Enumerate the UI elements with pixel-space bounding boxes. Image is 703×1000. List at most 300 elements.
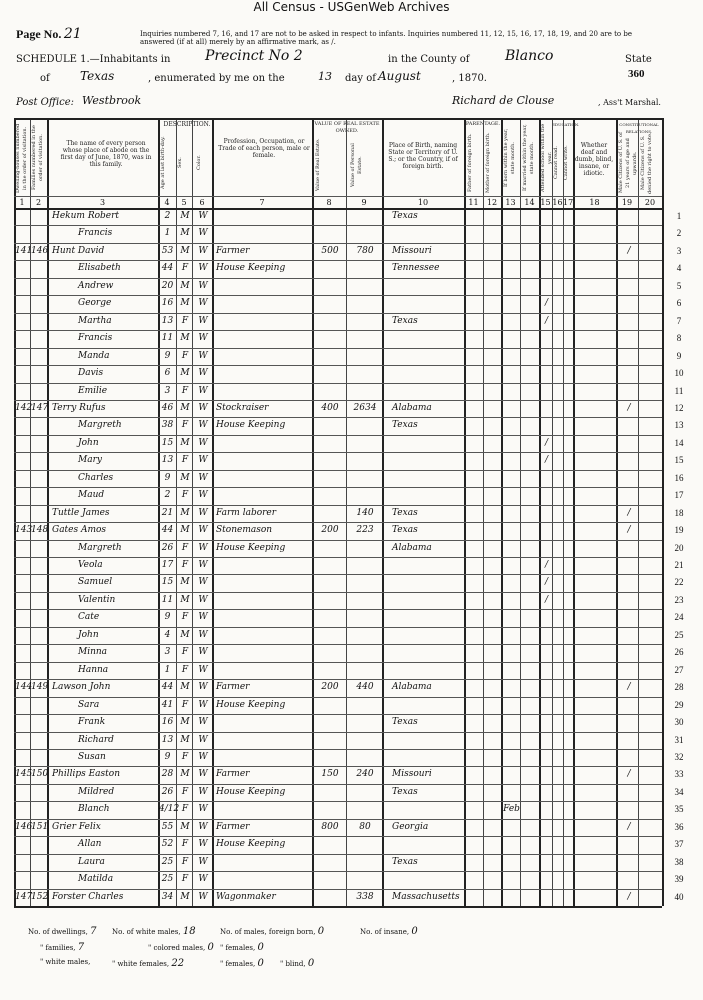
sex: M [180,507,190,518]
county-label: in the County of [388,54,470,65]
footer-foreign-males: No. of males, foreign born, 0 [220,926,325,937]
constitutional-header: CONSTITUTIONAL RELATIONS. [619,122,659,134]
person-name: Davis [78,368,104,379]
age: 13 [161,455,174,466]
color: W [198,542,208,553]
inquiry-note: Inquiries numbered 7, 16, and 17 are not to be asked in respect to infants. Inquiries numbered 11, 12, 15, 16, 17, 18, 19, and 20 are to be answered (if at all) merely by an affirmative mark, as /. [140,30,632,46]
age: 4/12 [159,804,180,815]
birthplace: Alabama [392,682,432,693]
line-number: 18 [674,507,684,518]
column-number: 4 [164,198,170,207]
line-number: 29 [674,699,684,710]
male-citizen: / [627,507,631,518]
person-name: Francis [78,333,113,344]
footer-blind: " blind, 0 [280,958,315,969]
column-number: 5 [181,198,187,207]
column-rule [212,118,214,906]
person-name: Frank [78,717,106,728]
col-header-17: Cannot write. [563,145,569,181]
person-name: Elisabeth [78,263,121,274]
line-number: 23 [674,594,684,605]
column-number: 19 [621,198,633,207]
person-name: Minna [78,647,108,658]
color: W [198,717,208,728]
sex: F [181,420,189,431]
sex: M [180,629,190,640]
age: 44 [161,263,174,274]
age: 34 [161,891,174,902]
row-rule [14,313,662,314]
col-header-13: If born within the year, state month. [503,128,516,188]
occupation: Stockraiser [216,402,269,413]
sex: F [181,263,189,274]
line-number: 38 [674,856,684,867]
line-number: 7 [676,315,682,326]
color: W [198,385,208,396]
enumerated-label: , enumerated by me on the [148,73,285,84]
column-rule [539,118,541,906]
color: W [198,629,208,640]
sex: M [180,228,190,239]
real-estate-value: 200 [321,525,339,536]
line-number: 19 [674,525,684,536]
row-rule [14,644,662,645]
row-rule [14,697,662,698]
column-rule [638,118,639,906]
col-header-7: Profession, Occupation, or Trade of each person, male or female. [218,138,310,159]
attended-school: / [544,315,549,326]
color: W [198,577,208,588]
year: , 1870. [452,73,487,84]
sex: M [180,437,190,448]
color: W [198,263,208,274]
color: W [198,280,208,291]
sex: F [181,385,189,396]
color: W [198,525,208,536]
col-header-16: Cannot read. [553,146,559,180]
row-rule [14,609,662,610]
birthplace: Alabama [392,542,432,553]
attended-school: / [544,455,549,466]
col-header-3: The name of every person whose place of abode on the first day of June, 1870, was in this family. [60,140,152,168]
occupation: Wagonmaker [216,891,276,902]
row-rule [14,627,662,628]
dwelling-number: 142 [15,402,33,413]
line-number: 40 [674,891,684,902]
person-name: Francis [78,228,113,239]
color: W [198,891,208,902]
birthplace: Texas [392,211,418,221]
color: W [198,472,208,483]
row-rule [14,540,662,541]
dwelling-number: 147 [15,891,33,902]
row-rule [14,871,662,872]
occupation: House Keeping [216,839,286,850]
row-rule [14,766,662,767]
column-number: 8 [326,198,332,207]
state-label: State [625,54,652,65]
col-header-14: If married within the year, state month. [522,124,535,192]
line-number: 2 [676,228,682,239]
age: 2 [164,211,171,221]
row-rule [14,732,662,733]
line-number: 6 [676,298,682,309]
occupation: Farmer [216,682,250,693]
line-number: 17 [674,490,684,501]
column-number: 3 [99,198,106,207]
column-number: 18 [589,198,600,207]
family-number: 148 [31,525,49,536]
age: 41 [161,699,174,710]
age: 53 [161,245,174,256]
row-rule [14,662,662,663]
column-number: 7 [259,198,265,207]
column-number-rule [14,196,662,197]
row-rule [14,819,662,820]
line-number: 15 [674,455,684,466]
precinct: Precinct No 2 [205,48,303,64]
column-number: 6 [199,198,205,207]
sex: M [180,821,190,832]
real-estate-value: 800 [321,821,339,832]
person-name: Matilda [78,874,114,885]
color: W [198,769,208,780]
day-of-label: day of [345,73,376,84]
male-citizen: / [627,891,631,902]
col-header-4: Age at last birth-day. [160,136,166,190]
occupation: Farmer [216,769,250,780]
family-number: 147 [31,402,49,413]
marshal-label: , Ass't Marshal. [598,98,661,107]
color: W [198,507,208,518]
sex: F [181,542,189,553]
color: W [198,402,208,413]
age: 16 [161,717,174,728]
male-citizen: / [627,402,631,413]
age: 25 [161,874,174,885]
col-header-1: Dwelling-houses numbered in the order of visitation. [15,123,28,193]
occupation: House Keeping [216,542,286,553]
age: 38 [161,420,174,431]
color: W [198,228,208,239]
color: W [198,455,208,466]
row-rule [14,208,662,210]
person-name: Mary [78,455,102,466]
person-name: Phillips Easton [52,769,120,780]
sex: M [180,525,190,536]
line-number: 25 [674,629,684,640]
age: 6 [164,368,171,379]
line-number: 5 [676,280,682,291]
color: W [198,734,208,745]
sex: M [180,717,190,728]
color: W [198,751,208,762]
color: W [198,699,208,710]
person-name: Sara [78,699,100,710]
column-rule [483,118,484,906]
line-number: 30 [674,717,684,728]
family-number: 149 [31,682,49,693]
person-name: Valentin [78,594,116,605]
age: 3 [164,385,171,396]
sex: M [180,402,190,413]
row-rule [14,522,662,523]
age: 13 [161,315,174,326]
real-estate-value: 150 [321,769,339,780]
color: W [198,647,208,658]
male-citizen: / [627,821,631,832]
color: W [198,437,208,448]
column-rule [573,118,575,906]
row-rule [14,714,662,715]
column-number: 9 [361,198,367,207]
column-rule [346,118,347,906]
sex: F [181,647,189,658]
personal-estate-value: 338 [356,891,374,902]
color: W [198,839,208,850]
state: Texas [80,69,115,83]
occupation: House Keeping [216,420,286,431]
schedule-label: SCHEDULE 1.—Inhabitants in [16,54,171,65]
person-name: Susan [78,751,106,762]
row-rule [14,679,662,680]
row-rule [14,574,662,575]
person-name: Laura [78,856,105,867]
line-number: 1 [676,211,682,221]
col-header-9: Value of Personal Estate. [350,143,363,187]
sex: F [181,699,189,710]
age: 11 [161,594,174,605]
birthplace: Missouri [392,245,432,256]
birthplace: Texas [392,786,418,797]
line-number: 21 [674,560,684,570]
sex: F [181,804,189,815]
line-number: 36 [674,821,684,832]
occupation: Stonemason [216,525,273,536]
line-number: 9 [676,350,682,361]
row-rule [14,452,662,453]
line-number: 8 [676,333,682,344]
birthplace: Missouri [392,769,432,780]
row-rule [14,417,662,418]
person-name: Mildred [78,786,115,797]
sex: M [180,472,190,483]
age: 13 [161,734,174,745]
dwelling-number: 141 [15,245,33,256]
age: 52 [161,839,174,850]
post-office: Westbrook [82,94,142,107]
line-number: 11 [674,385,684,396]
sex: M [180,333,190,344]
row-rule [14,749,662,750]
person-name: Samuel [78,577,113,588]
row-rule [14,592,662,593]
person-name: Martha [78,315,112,326]
age: 11 [161,333,174,344]
person-name: Veola [78,560,103,570]
occupation: Farmer [216,821,250,832]
parentage-header: PARENTAGE. [465,121,501,127]
col-header-12: Mother of foreign birth. [485,132,491,194]
row-rule [14,487,662,488]
line-number: 14 [674,437,684,448]
age: 21 [161,507,174,518]
color: W [198,245,208,256]
person-name: Lawson John [52,682,111,693]
column-number: 11 [468,198,479,207]
color: W [198,298,208,309]
birthplace: Massachusetts [392,891,460,902]
color: W [198,856,208,867]
attended-school: / [544,298,549,309]
line-number: 3 [676,245,682,256]
column-rule [501,118,503,906]
age: 4 [164,629,171,640]
attended-school: / [544,594,549,605]
male-citizen: / [627,525,631,536]
real-estate-value: 400 [321,402,339,413]
person-name: Cate [78,612,100,623]
sex: M [180,577,190,588]
sex: F [181,490,189,501]
age: 44 [161,525,174,536]
sex: F [181,350,189,361]
color: W [198,682,208,693]
male-citizen: / [627,245,631,256]
line-number: 20 [674,542,684,553]
line-number: 28 [674,682,684,693]
birthplace: Alabama [392,402,432,413]
line-number: 35 [674,804,684,815]
sex: M [180,245,190,256]
column-number: 15 [540,198,551,207]
age: 1 [164,228,171,239]
occupation: Farmer [216,245,250,256]
color: W [198,211,208,221]
line-number: 34 [674,786,684,797]
line-number: 16 [674,472,684,483]
line-number: 4 [676,263,682,274]
column-number: 17 [563,198,574,207]
column-rule [312,118,314,906]
color: W [198,804,208,815]
person-name: Terry Rufus [52,402,106,413]
personal-estate-value: 2634 [353,402,377,413]
sex: F [181,315,189,326]
person-name: Gates Amos [52,525,107,536]
page-number: Page No. 21 [16,26,82,42]
row-rule [14,505,662,506]
col-header-2: Families numbered in the order of visitation. [31,125,44,191]
color: W [198,874,208,885]
column-number: 20 [644,198,656,207]
row-rule [14,889,662,890]
color: W [198,368,208,379]
month: August [378,69,421,83]
sex: M [180,682,190,693]
color: W [198,560,208,570]
row-rule [14,330,662,331]
male-citizen: / [627,682,631,693]
day: 13 [318,70,332,83]
age: 44 [161,682,174,693]
family-number: 152 [31,891,49,902]
person-name: Grier Felix [52,821,101,832]
column-number: 13 [505,198,516,207]
line-number: 32 [674,751,684,762]
column-rule [464,118,466,906]
post-office-label: Post Office: [16,97,75,108]
col-header-15: Attended school within the year. [540,123,553,193]
row-rule [14,836,662,837]
line-number: 39 [674,874,684,885]
occupation: House Keeping [216,263,286,274]
dwelling-number: 146 [15,821,33,832]
person-name: Forster Charles [52,891,124,902]
color: W [198,821,208,832]
age: 3 [164,647,171,658]
person-name: Richard [78,734,114,745]
age: 17 [161,560,174,570]
sex: F [181,874,189,885]
column-rule [382,118,384,906]
sex: F [181,786,189,797]
column-number: 2 [35,198,42,207]
footer-foreign-females: " females, 0 [220,958,264,969]
row-rule [14,295,662,296]
birthplace: Texas [392,420,418,431]
col-header-19: Male Citizens of U. S. of 21 years of age and upwards. [618,132,638,194]
page-stamp: 360 [628,68,645,80]
color: W [198,315,208,326]
age: 9 [164,350,171,361]
age: 9 [164,612,171,623]
color: W [198,350,208,361]
row-rule [14,906,662,908]
color: W [198,420,208,431]
person-name: John [78,629,99,640]
color: W [198,490,208,501]
line-number: 10 [674,368,684,379]
age: 15 [161,437,174,448]
family-number: 150 [31,769,49,780]
person-name: Margreth [78,420,122,431]
person-name: Margreth [78,542,122,553]
real-estate-header: VALUE OF REAL ESTATE OWNED. [314,121,380,134]
row-rule [14,557,662,558]
education-header: EDUCATION. [552,122,580,127]
table-top-rule [14,118,662,120]
person-name: Tuttle James [52,507,110,518]
row-rule [14,784,662,785]
row-rule [14,225,662,226]
age: 20 [161,280,174,291]
person-name: Maud [78,490,105,501]
footer-insane: No. of insane, 0 [360,926,418,937]
color: W [198,786,208,797]
row-rule [14,854,662,855]
sex: M [180,280,190,291]
footer-white-females-row: No. of white males, 18 [112,926,196,937]
color: W [198,612,208,623]
birthplace: Texas [392,717,418,728]
row-rule [14,243,662,244]
col-header-20: Male Citizens of U. S. denied the right to vote. [640,132,653,194]
line-number: 13 [674,420,684,431]
row-rule [14,801,662,802]
person-name: John [78,437,99,448]
dwelling-number: 143 [15,525,33,536]
